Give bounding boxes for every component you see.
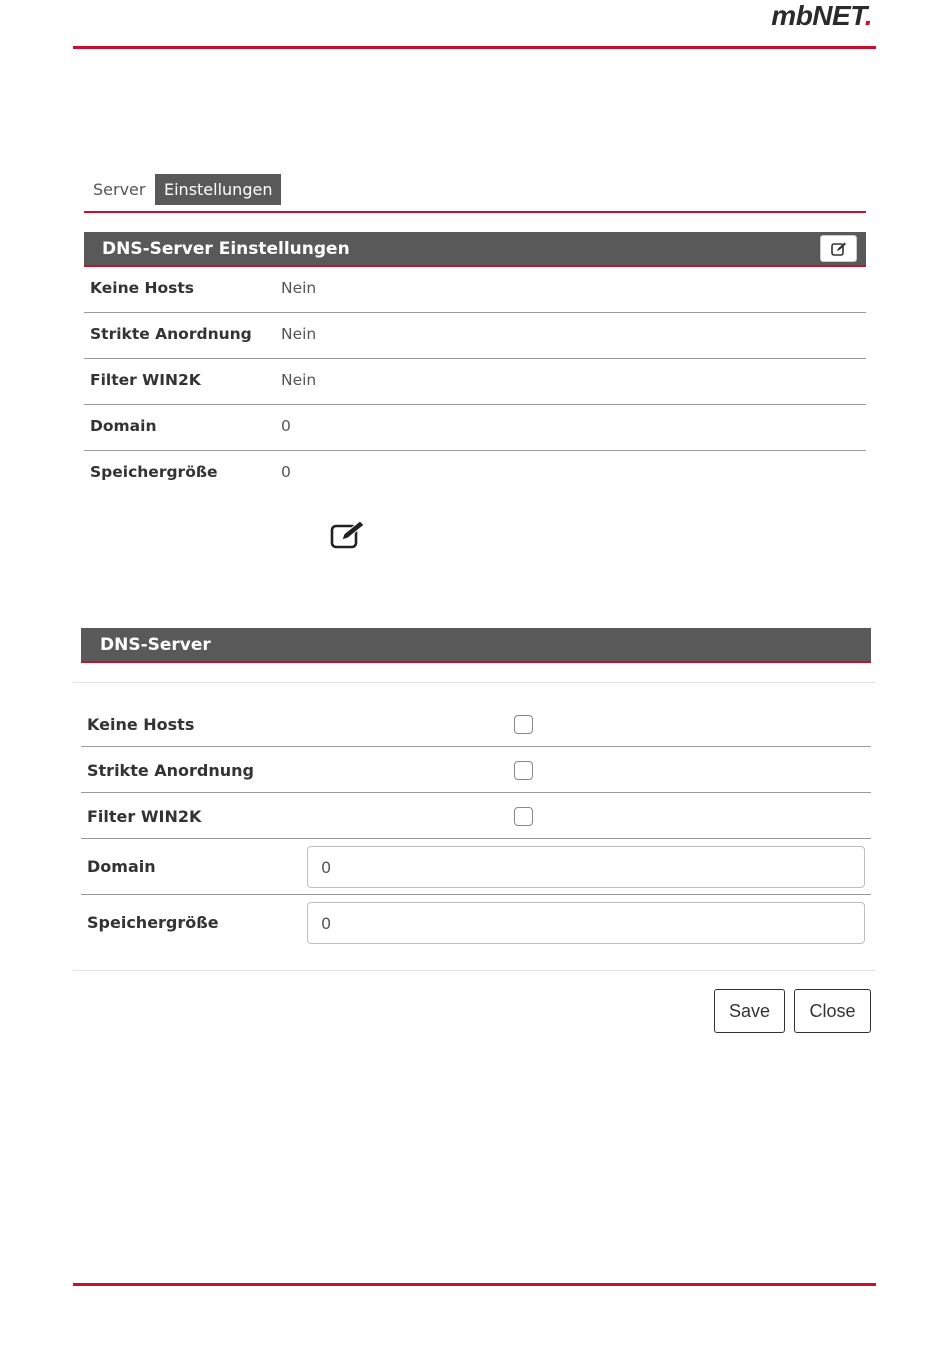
divider [73, 970, 876, 971]
table-row [84, 267, 866, 313]
footer-divider [73, 1283, 876, 1286]
field-label: Speichergröße [87, 913, 219, 932]
filter-win2k-checkbox[interactable] [514, 807, 533, 826]
brand-name: mbNET [771, 0, 865, 31]
field-label: Domain [87, 857, 156, 876]
tab-server[interactable]: Server [93, 180, 146, 199]
settings-table [84, 267, 866, 497]
settings-panel-title: DNS-Server Einstellungen [102, 239, 350, 259]
table-row [84, 359, 866, 405]
row-value: 0 [281, 417, 291, 435]
brand-dot: . [864, 0, 872, 31]
row-label: Strikte Anordnung [90, 325, 252, 343]
form-row-speichergroesse [81, 895, 871, 951]
close-button[interactable]: Close [794, 989, 871, 1033]
divider [73, 682, 876, 683]
table-row [84, 451, 866, 497]
row-value: Nein [281, 279, 317, 297]
field-label: Keine Hosts [87, 715, 195, 734]
field-label: Strikte Anordnung [87, 761, 254, 780]
keine-hosts-checkbox[interactable] [514, 715, 533, 734]
row-label: Domain [90, 417, 157, 435]
row-value: Nein [281, 371, 317, 389]
dialog-header [81, 628, 871, 663]
row-label: Keine Hosts [90, 279, 194, 297]
dns-server-form [81, 701, 871, 951]
form-row-strikte-anordnung [81, 747, 871, 793]
tab-bar [84, 174, 866, 213]
edit-icon [831, 242, 847, 256]
header-divider [73, 46, 876, 49]
save-button[interactable]: Save [714, 989, 785, 1033]
speichergroesse-input[interactable] [307, 902, 865, 944]
row-label: Speichergröße [90, 463, 218, 481]
domain-input[interactable] [307, 846, 865, 888]
row-value: 0 [281, 463, 291, 481]
table-row [84, 405, 866, 451]
brand-logo [771, 0, 872, 32]
form-row-domain [81, 839, 871, 895]
edit-button[interactable] [820, 235, 857, 262]
tab-einstellungen[interactable]: Einstellungen [155, 174, 281, 205]
row-label: Filter WIN2K [90, 371, 201, 389]
dialog-title: DNS-Server [100, 635, 211, 655]
form-row-keine-hosts [81, 701, 871, 747]
settings-panel-header [84, 232, 866, 267]
strikte-anordnung-checkbox[interactable] [514, 761, 533, 780]
form-row-filter-win2k [81, 793, 871, 839]
row-value: Nein [281, 325, 317, 343]
table-row [84, 313, 866, 359]
field-label: Filter WIN2K [87, 807, 202, 826]
edit-icon-large [330, 520, 366, 550]
